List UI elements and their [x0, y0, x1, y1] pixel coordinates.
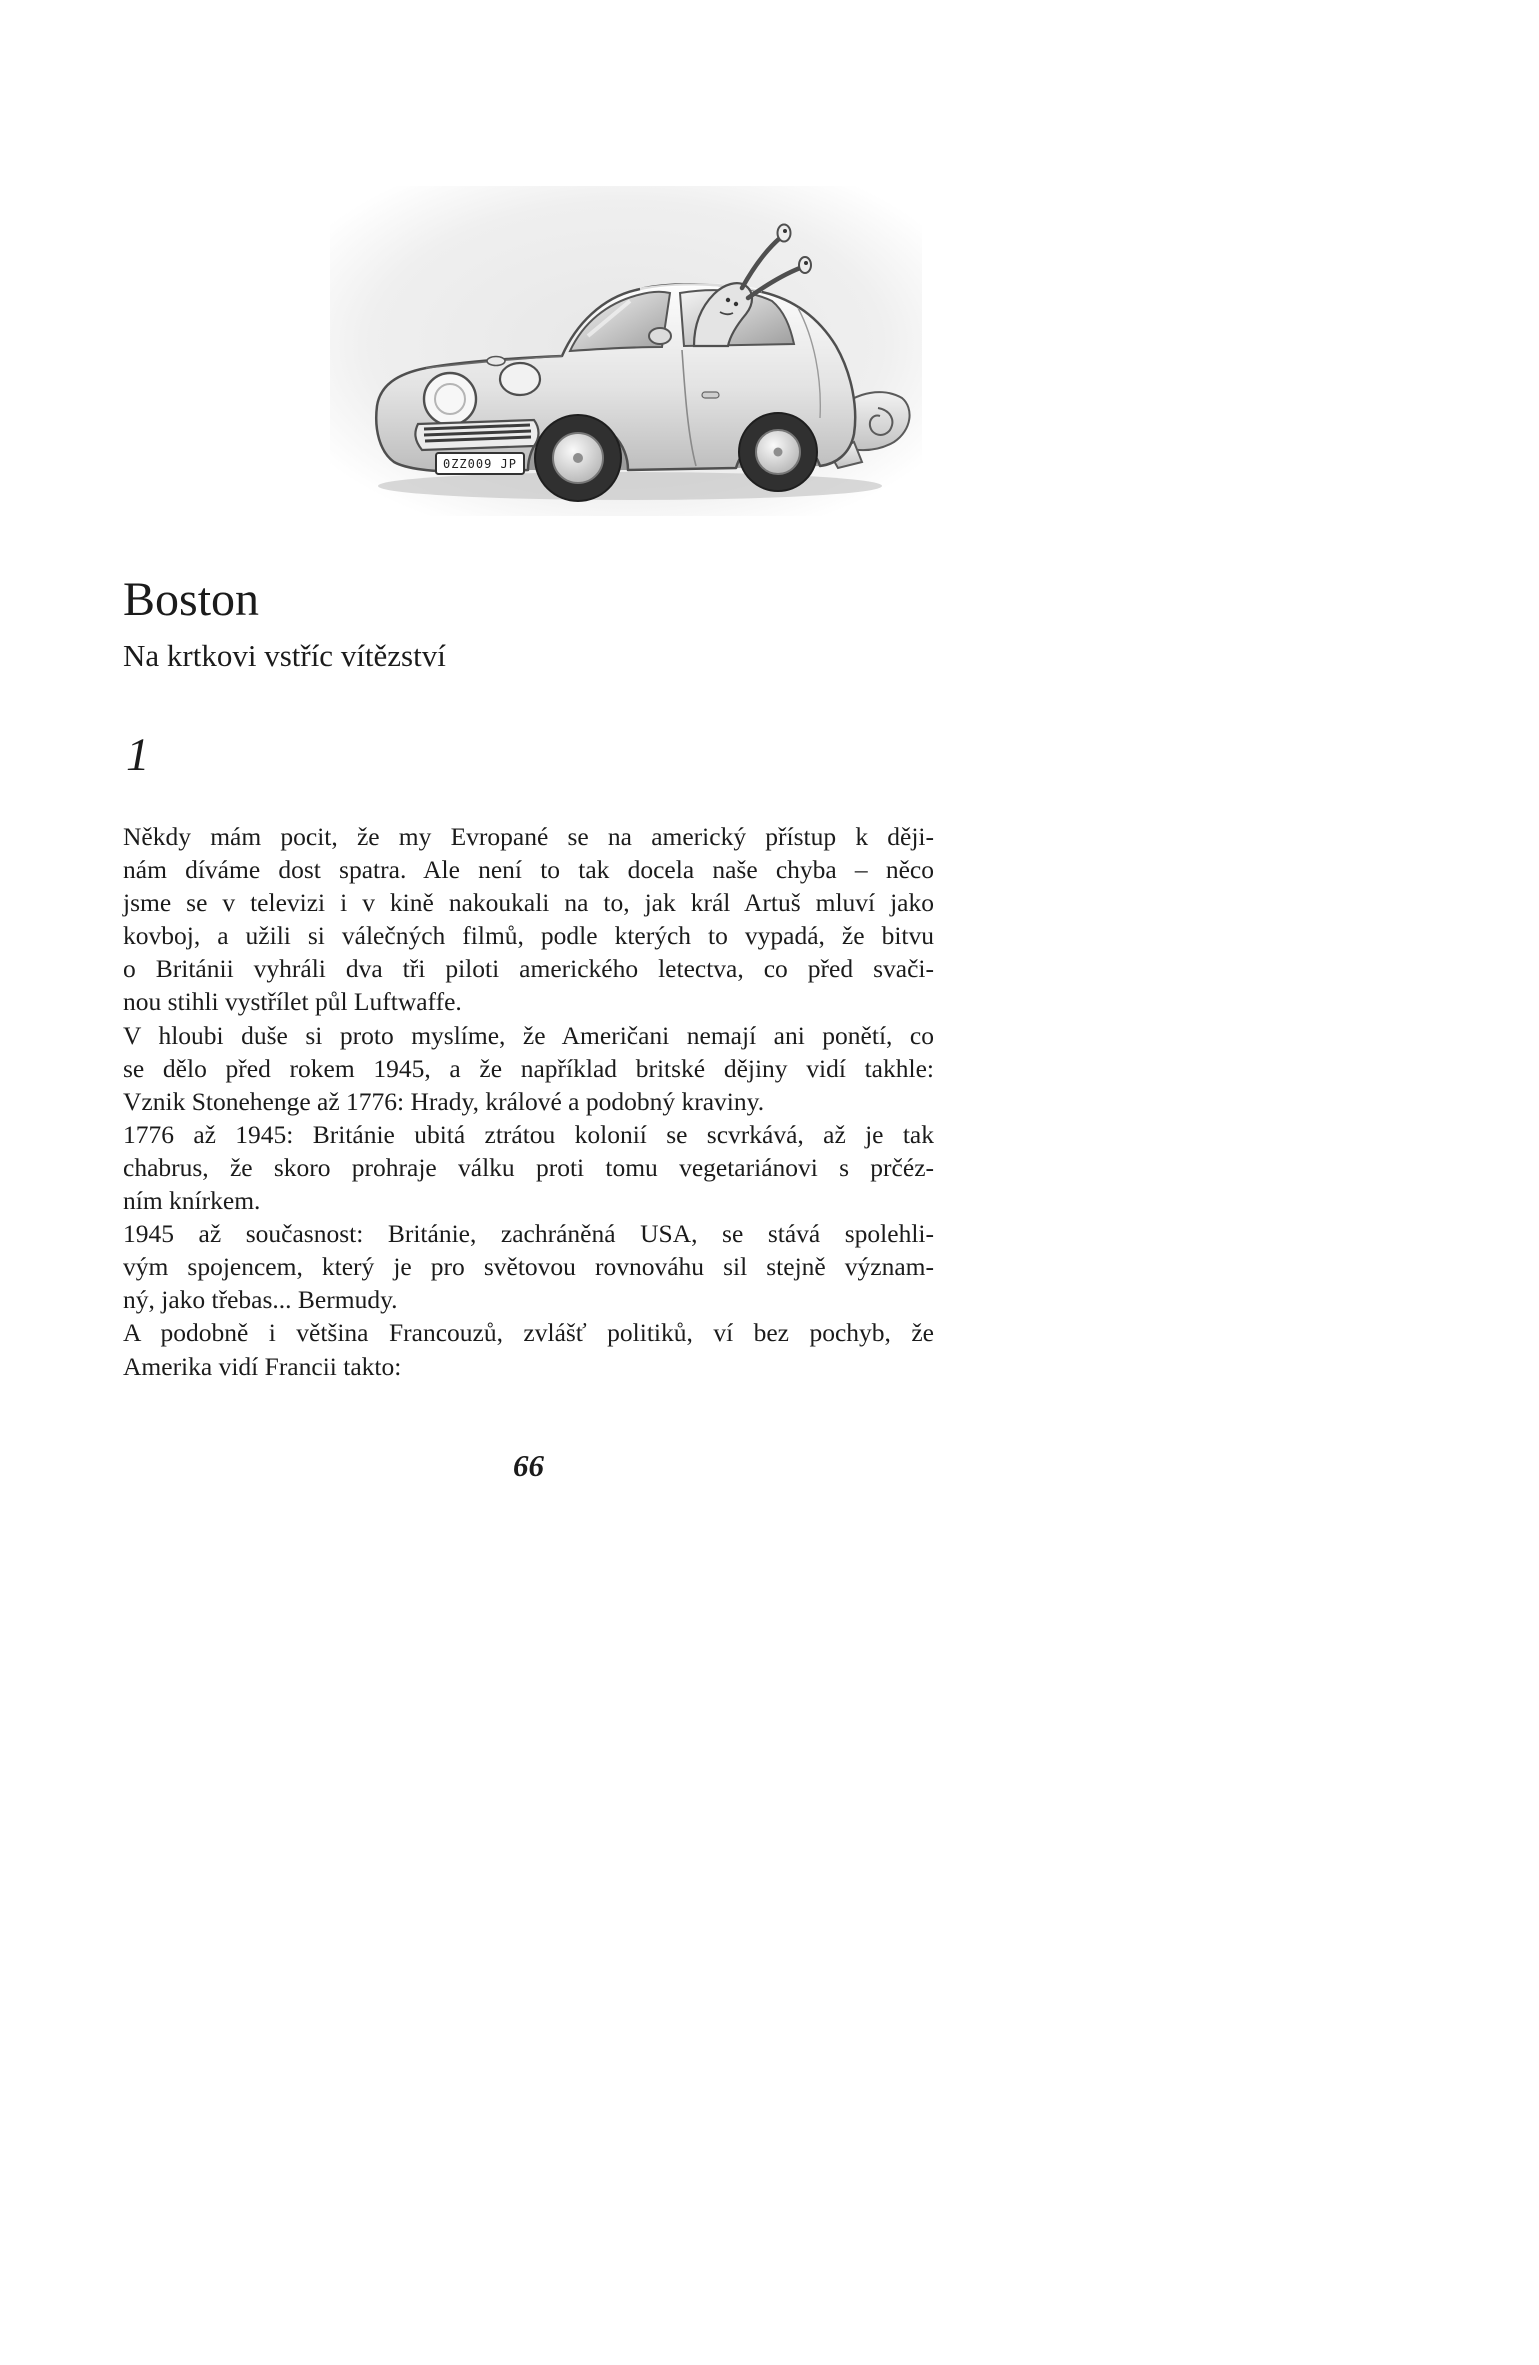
text-line: 1776 až 1945: Británie ubitá ztrátou kolonií se scvrkává, až je tak — [123, 1119, 934, 1149]
license-plate-text: 0ZZ009 JP — [442, 457, 518, 471]
car-slug-illustration — [330, 186, 922, 516]
text-line: Amerika vidí Francii takto: — [123, 1351, 402, 1381]
text-line: chabrus, že skoro prohraje válku proti tomu vegetariánovi s prčéz- — [123, 1152, 934, 1182]
text-line: Někdy mám pocit, že my Evropané se na americký přístup k ději- — [123, 822, 934, 851]
text-line: kovboj, a užili si válečných filmů, podle kterých to vypadá, že bitvu — [123, 921, 934, 951]
text-line: 1945 až současnost: Británie, zachráněná USA, se stává spolehli- — [123, 1219, 934, 1249]
page-number: 66 — [513, 1448, 544, 1483]
text-line: se dělo před rokem 1945, a že například britské dějiny vidí takhle: — [123, 1053, 934, 1083]
hood-badge — [487, 357, 505, 366]
text-line: Vznik Stonehenge až 1776: Hrady, králové a podobný kraviny. — [123, 1086, 765, 1116]
headlight-right — [500, 363, 540, 395]
text-line: nou stihli vystřílet půl Luftwaffe. — [123, 987, 462, 1017]
text-line: ním knírkem. — [123, 1186, 261, 1216]
chapter-title: Boston — [123, 573, 260, 626]
door-handle — [702, 392, 719, 398]
text-line: o Británii vyhráli dva tři piloti amerického letectva, co před svači- — [123, 954, 934, 984]
text-line: vým spojencem, který je pro světovou rovnováhu sil stejně význam- — [123, 1252, 934, 1282]
side-mirror — [649, 328, 671, 344]
car-illustration-svg — [330, 186, 922, 516]
chapter-subtitle: Na krtkovi vstříc vítězství — [123, 638, 446, 673]
text-line: A podobně i většina Francouzů, zvlášť politiků, ví bez pochyb, že — [123, 1318, 934, 1348]
text-line: ný, jako třebas... Bermudy. — [123, 1285, 398, 1315]
text-line: V hloubi duše si proto myslíme, že Američani nemají ani ponětí, co — [123, 1020, 934, 1050]
text-line: nám díváme dost spatra. Ale není to tak docela naše chyba – něco — [123, 855, 934, 885]
text-line: jsme se v televizi i v kině nakoukali na to, jak král Artuš mluví jako — [123, 888, 934, 918]
chapter-number: 1 — [126, 729, 150, 781]
headlight-left — [424, 373, 476, 425]
body-text — [123, 820, 934, 1383]
